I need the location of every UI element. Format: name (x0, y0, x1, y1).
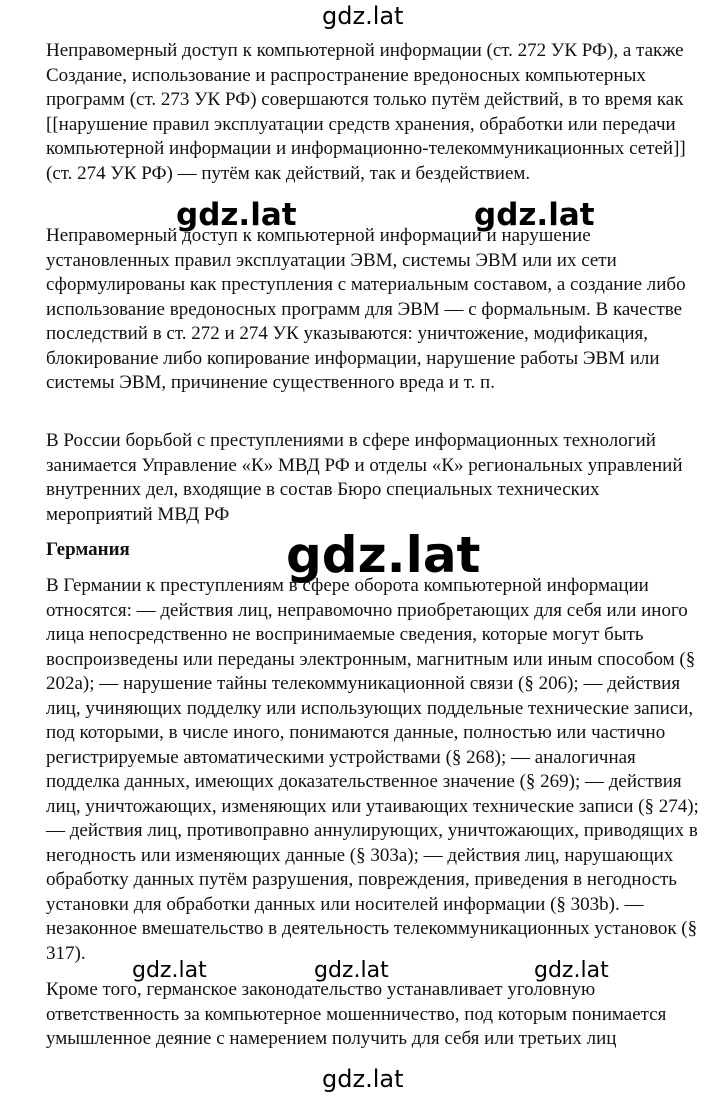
paragraph-russia-department-k: В России борьбой с преступлениями в сфере информационных технологий занимается Управление «К» МВД РФ и отделы «К» региональных управлений внутренних дел, входящие в состав Бюро специальных технических мероприятий МВД РФ (46, 430, 683, 525)
watermark-mid-right: gdz.lat (474, 197, 595, 233)
watermark-lower-left: gdz.lat (132, 958, 207, 983)
paragraph-germany-crimes: В Германии к преступлениям в сфере оборота компьютерной информации относятся: — действия лиц, неправомочно приобретающих для себя или иного лица непосредственно не воспринимаемые сведения, которые могут быть воспроизведены или переданы электронным, магнитным или иным способом (§ 202a); — нарушение тайны телекоммуникационной связи (§ 206); — действия лиц, учиняющих подделку или использующих поддельные технические записи, под которыми, в числе иного, понимаются данные, полностью или частично регистрируемые автоматическими устройствами (§ 268); — аналогичная подделка данных, имеющих доказательственное значение (§ 269); — действия лиц, уничтожающих, изменяющих или утаивающих технические записи (§ 274); — действия лиц, противоправно аннулирующих, уничтожающих, приводящих в негодность или изменяющих данные (§ 303a); — действия лиц, нарушающих обработку данных путём разрушения, повреждения, приведения в негодность установки для обработки данных или носителей информации (§ 303b). — незаконное вмешательство в деятельность телекоммуникационных установок (§ 317). (46, 575, 699, 964)
paragraph-unlawful-access: Неправомерный доступ к компьютерной информации (ст. 272 УК РФ), а также Создание, использование и распространение вредоносных компьютерных программ (ст. 273 УК РФ) совершаются только путём действий, в то время как [[нарушение правил эксплуатации средств хранения, обработки или передачи компьютерной информации и информационно-телекоммуникационных сетей]] (ст. 274 УК РФ) — путём как действий, так и бездействием. (46, 40, 686, 184)
paragraph-computer-fraud: Кроме того, германское законодательство устанавливает уголовную ответственность за компьютерное мошенничество, под которым понимается умышленное деяние с намерением получить для себя или третьих лиц (46, 979, 667, 1049)
watermark-bottom: gdz.lat (322, 1065, 404, 1093)
watermark-top: gdz.lat (322, 2, 404, 30)
watermark-lower-center: gdz.lat (314, 958, 389, 983)
heading-germany: Германия (46, 539, 130, 560)
watermark-mid-left: gdz.lat (176, 197, 297, 233)
watermark-lower-right: gdz.lat (534, 958, 609, 983)
watermark-center-large: gdz.lat (286, 526, 481, 584)
paragraph-material-composition: Неправомерный доступ к компьютерной информации и нарушение установленных правил эксплуатации ЭВМ, системы ЭВМ или их сети сформулированы как преступления с материальным составом, а создание либо использование вредоносных программ для ЭВМ — с формальным. В качестве последствий в ст. 272 и 274 УК указываются: уничтожение, модификация, блокирование либо копирование информации, нарушение работы ЭВМ или системы ЭВМ, причинение существенного вреда и т. п. (46, 225, 686, 393)
